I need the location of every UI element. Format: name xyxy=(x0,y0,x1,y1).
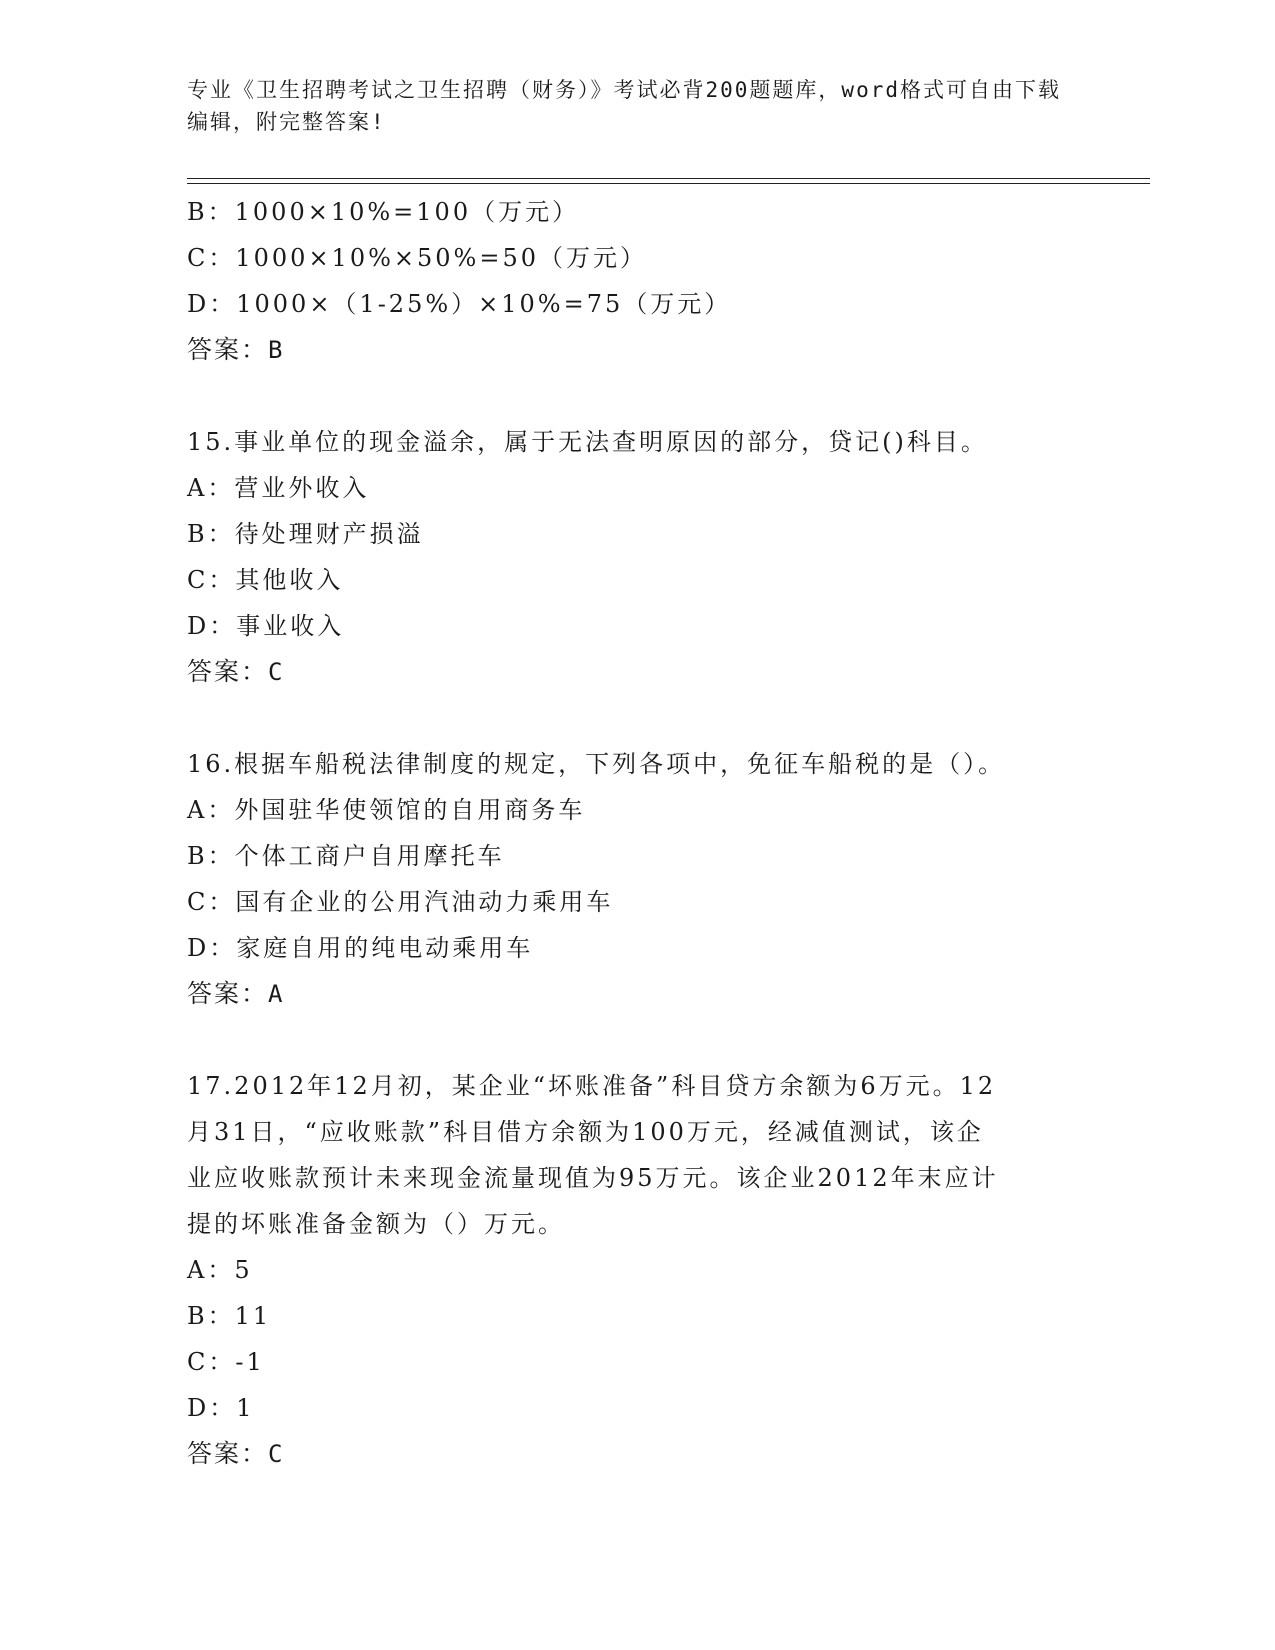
option-d: D：1 xyxy=(187,1394,255,1422)
header-rule-bottom xyxy=(187,183,1150,184)
question-14-continued xyxy=(187,189,1087,373)
option-a: A：营业外收入 xyxy=(187,474,370,502)
option-b: B：个体工商户自用摩托车 xyxy=(187,842,505,870)
document-header: 专业《卫生招聘考试之卫生招聘（财务）》考试必背200题题库，word格式可自由下载编辑，附完整答案! xyxy=(187,78,1061,134)
answer-line xyxy=(187,971,1087,1017)
option-d: D：家庭自用的纯电动乘用车 xyxy=(187,934,534,962)
question-stem: 16.根据车船税法律制度的规定，下列各项中，免征车船税的是（）。 xyxy=(187,750,1006,778)
answer-value: B xyxy=(268,336,285,364)
question-stem-line: 月31日，“应收账款”科目借方余额为100万元，经减值测试，该企 xyxy=(187,1118,984,1146)
answer-value: A xyxy=(268,980,285,1008)
answer-label: 答案： xyxy=(187,657,269,686)
option-b: B：11 xyxy=(187,1302,272,1330)
answer-value: C xyxy=(268,658,285,686)
option-c: C：1000×10%×50%=50（万元） xyxy=(187,244,647,272)
option-d: D：1000×（1-25%）×10%=75（万元） xyxy=(187,290,732,318)
question-15 xyxy=(187,419,1087,695)
spacer xyxy=(187,695,1087,741)
spacer xyxy=(187,1017,1087,1063)
option-b: B：待处理财产损溢 xyxy=(187,520,424,548)
option-c: C：其他收入 xyxy=(187,566,344,594)
question-list xyxy=(187,189,1087,1477)
header-rule-top xyxy=(187,178,1150,179)
question-17 xyxy=(187,1063,1087,1477)
answer-line xyxy=(187,327,1087,373)
option-d: D：事业收入 xyxy=(187,612,345,640)
answer-line xyxy=(187,649,1087,695)
question-16 xyxy=(187,741,1087,1017)
option-a: A：5 xyxy=(187,1256,253,1284)
option-b: B：1000×10%=100（万元） xyxy=(187,198,580,226)
answer-label: 答案： xyxy=(187,1439,269,1468)
answer-line xyxy=(187,1431,1087,1477)
question-stem-line: 17.2012年12月初，某企业“坏账准备”科目贷方余额为6万元。12 xyxy=(187,1072,997,1100)
answer-label: 答案： xyxy=(187,979,269,1008)
question-stem-line: 提的坏账准备金额为（）万元。 xyxy=(187,1210,565,1238)
answer-label: 答案： xyxy=(187,335,269,364)
question-stem-line: 业应收账款预计未来现金流量现值为95万元。该企业2012年末应计 xyxy=(187,1164,999,1192)
option-c: C：国有企业的公用汽油动力乘用车 xyxy=(187,888,614,916)
spacer xyxy=(187,373,1087,419)
option-a: A：外国驻华使领馆的自用商务车 xyxy=(187,796,586,824)
question-stem: 15.事业单位的现金溢余，属于无法查明原因的部分，贷记()科目。 xyxy=(187,428,988,456)
answer-value: C xyxy=(268,1440,285,1468)
option-c: C：-1 xyxy=(187,1348,265,1376)
